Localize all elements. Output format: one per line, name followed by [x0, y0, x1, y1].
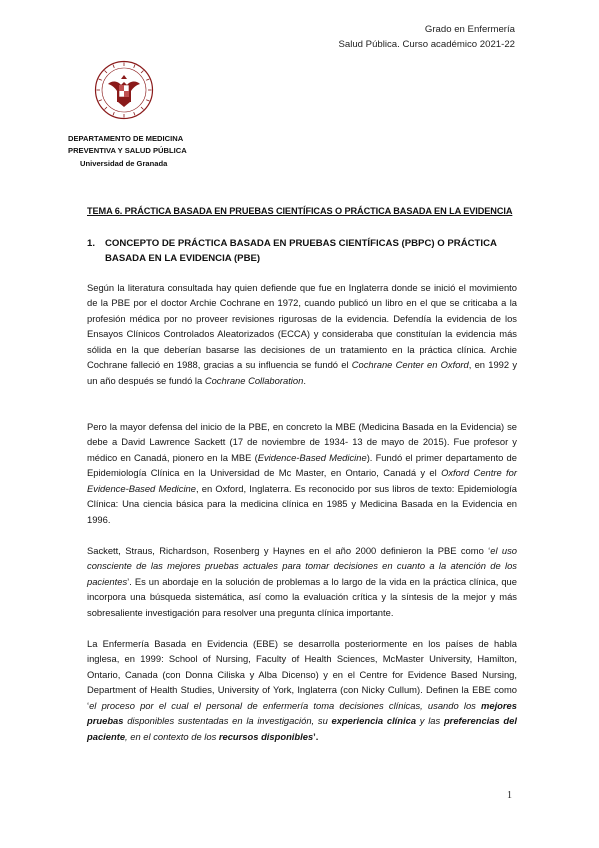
p4-quote-start: el proceso por el cual el personal de enfermería toma decisiones clínicas, usando los	[89, 699, 482, 711]
page-number: 1	[507, 790, 512, 801]
section-number: 1.	[87, 238, 96, 249]
p4-context: , en el contexto de los	[125, 730, 219, 742]
p1-text-c: , en 1992 y un año después se fundó la	[87, 359, 518, 386]
p1-text-e: .	[303, 374, 306, 386]
section-title: CONCEPTO DE PRÁCTICA BASADA EN PRUEBAS CIENTÍFICAS (PBPC) O PRÁCTICA BASADA EN LA EVIDENCIA (PBE)	[105, 238, 497, 264]
p2-text-c: ). Fundó el primer departamento de Epidemiología Clínica en la Universidad de Mc Master, en Ontario, Canadá y el	[87, 451, 517, 479]
university-seal-icon	[94, 60, 154, 120]
p1-text-a: Según la literatura consultada hay quien defiende que fue en Inglaterra donde se inició el movimiento de la PBE por el doctor Archie Cochrane en 1972, cuando publicó un libro en el que se criticaba a la profesión médica por no proveer revisiones rigurosas de la evidencia. Defendía la evidencia de los Ensayos Clínicos Controlados Aleatorizados (ECCA) y consideraba que constituían la evidencia más sólida en la que deberían basarse las decisiones de un tratamiento en la práctica clínica. Archie Cochrane falleció en 1988, gracias a su influencia se fundó el	[87, 282, 517, 371]
p4-available-resources: recursos disponibles	[218, 730, 314, 742]
p4-best-evidence: mejores pruebas	[87, 699, 517, 727]
p3-definition-quote: el uso consciente de las mejores pruebas actuales para tomar decisiones en cuanto a la atención de los pacientes	[87, 545, 517, 587]
p1-cochrane-center: Cochrane Center en Oxford	[351, 359, 469, 371]
p4-patient-preferences: preferencias del paciente	[87, 715, 517, 742]
p2-text-e: , en Oxford, Inglaterra. Es reconocido por sus libros de texto: Epidemiología Clínica: Una ciencia básica para la medicina clínica en 1985 y Medicina Basada en la Evidencia en 1996.	[87, 482, 517, 525]
p3-text-c: ’. Es un abordaje en la solución de problemas a lo largo de la vida en la práctica clínica, que incorpora una búsqueda sistemática, así como la evaluación crítica y la síntesis de la mejor y más sobresaliente investigación para resolver una pregunta clínica importante.	[87, 575, 517, 618]
header-course: Salud Pública. Curso académico 2021-22	[338, 39, 515, 50]
department-block	[68, 133, 187, 170]
p4-quote-mid: disponibles sustentadas en la investigación	[123, 715, 312, 727]
department-line-1: DEPARTAMENTO DE MEDICINA	[68, 134, 184, 143]
p4-clinical-experience: experiencia clínica	[331, 715, 417, 727]
paragraph-1	[87, 280, 517, 388]
p2-oxford-centre: Oxford Centre for Evidence-Based Medicine	[87, 467, 517, 494]
p3-text-a: Sackett, Straus, Richardson, Rosenberg y Haynes en el año 2000 definieron la PBE como ‘	[87, 545, 491, 556]
p4-y-las: y las	[416, 715, 444, 727]
header-degree: Grado en Enfermería	[424, 24, 515, 35]
paragraph-2	[87, 419, 517, 527]
running-header	[338, 22, 515, 52]
p1-cochrane-collaboration: Cochrane Collaboration	[204, 374, 304, 386]
p2-text-a: Pero la mayor defensa del inicio de la PBE, en concreto la MBE (Medicina Basada en la Evidencia) se debe a David Lawrence Sackett (17 de noviembre de 1934- 13 de mayo de 2015). Fue profesor y médico en Canadá, pionero en la MBE (	[87, 421, 517, 463]
department-line-2: PREVENTIVA Y SALUD PÚBLICA	[68, 146, 187, 156]
p2-ebm: Evidence-Based Medicine	[257, 451, 367, 463]
topic-title: TEMA 6. PRÁCTICA BASADA EN PRUEBAS CIENTÍFICAS O PRÁCTICA BASADA EN LA EVIDENCIA	[87, 206, 513, 216]
paragraph-4	[87, 636, 517, 744]
university-name: Universidad de Granada	[80, 158, 168, 168]
p4-su: , su	[311, 715, 332, 727]
p4-quote-end: ’.	[313, 730, 319, 742]
paragraph-3	[87, 543, 517, 620]
p4-text-a: La Enfermería Basada en Evidencia (EBE) se desarrolla posteriormente en los países de habla inglesa, en 1999: School of Nursing, Faculty of Health Sciences, McMaster University, Hamilton, Ontario, Canada (con Donna Ciliska y Alba Dicenso) y en el Centre for Evidence Based Nursing, Department of Health Studies, University of York, Inglaterra (con Nicky Cullum). Definen la EBE como ‘	[87, 638, 517, 711]
